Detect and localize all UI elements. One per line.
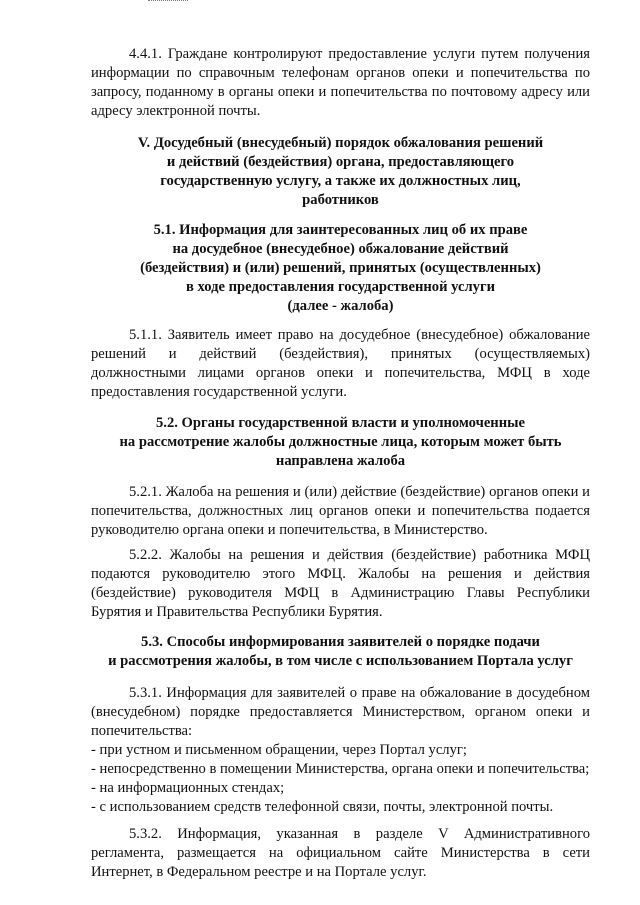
scan-artifact xyxy=(148,0,188,5)
list-5-3-1 xyxy=(91,741,590,817)
paragraph-4-4-1: 4.4.1. Граждане контролируют предоставление услуги путем получения информации по справочным телефонам органов опеки и попечительства по запросу, поданному в органы опеки и попечительства по почтовому адресу или адресу электронной почты. xyxy=(91,46,590,119)
list-item: - с использованием средств телефонной связи, почты, электронной почты. xyxy=(91,799,554,815)
heading-5-3: 5.3. Способы информирования заявителей о порядке подачи и рассмотрения жалобы, в том числе с использованием Портала услуг xyxy=(108,634,573,669)
list-item: - на информационных стендах; xyxy=(91,780,285,796)
paragraph-5-2-2: 5.2.2. Жалобы на решения и действия (бездействие) работника МФЦ подаются руководителю этого МФЦ. Жалобы на решения и действия (бездействие) руководителя МФЦ в Администрацию Главы Республики Бурятия и Правительства Республики Бурятия. xyxy=(91,547,590,620)
heading-5-1: 5.1. Информация для заинтересованных лиц об их праве на досудебное (внесудебное) обжалование действий (бездействия) и (или) решений, принятых (осуществленных) в ходе предоставления государственной услуги (далее - жалоба) xyxy=(140,222,541,314)
paragraph-5-3-1: 5.3.1. Информация для заявителей о праве на обжалование в досудебном (внесудебном) порядке предоставляется Министерством, органом опеки и попечительства: xyxy=(91,685,590,739)
paragraph-5-3-2: 5.3.2. Информация, указанная в разделе V Административного регламента, размещается на официальном сайте Министерства в сети Интернет, в Федеральном реестре и на Портале услуг. xyxy=(91,826,590,880)
section-5-title: V. Досудебный (внесудебный) порядок обжалования решений и действий (бездействия) органа, предоставляющего государственную услугу, а также их должностных лиц, работников xyxy=(137,135,544,208)
heading-5-2: 5.2. Органы государственной власти и уполномоченные на рассмотрение жалобы должностные лица, которым может быть направлена жалоба xyxy=(119,415,562,469)
paragraph-5-2-1: 5.2.1. Жалоба на решения и (или) действие (бездействие) органов опеки и попечительства, должностных лиц органов опеки и попечительства подается руководителю органа опеки и попечительства, в Министерство. xyxy=(91,484,590,538)
paragraph-5-1-1: 5.1.1. Заявитель имеет право на досудебное (внесудебное) обжалование решений и действий (бездействия), принятых (осуществляемых) должностными лицами органов опеки и попечительства, МФЦ в ходе предоставления государственной услуги. xyxy=(91,327,590,400)
list-item: - непосредственно в помещении Министерства, органа опеки и попечительства; xyxy=(91,761,590,777)
list-item: - при устном и письменном обращении, через Портал услуг; xyxy=(91,742,467,758)
